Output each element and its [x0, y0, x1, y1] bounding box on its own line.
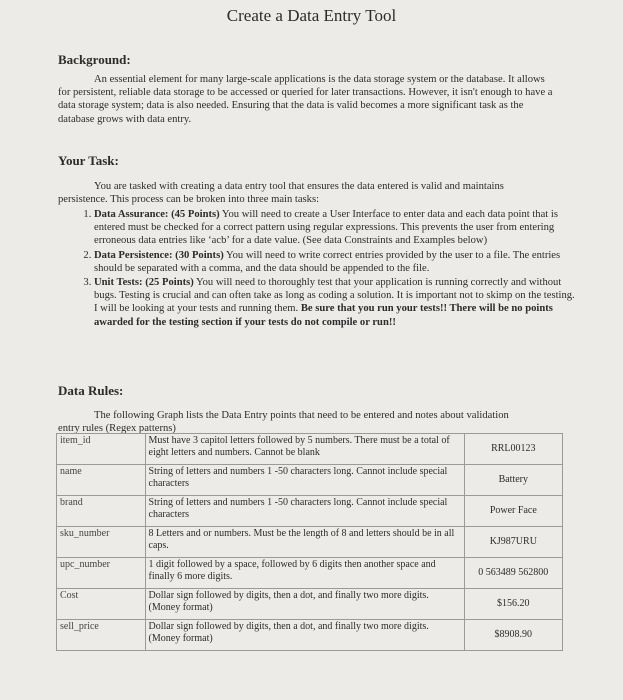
- field-name-cell: sell_price: [57, 620, 146, 651]
- data-rules-table: [56, 433, 563, 651]
- table-row: [57, 465, 563, 496]
- field-name-cell: Cost: [57, 589, 146, 620]
- rule-cell: Dollar sign followed by digits, then a dot, and finally two more digits. (Money format): [145, 620, 464, 651]
- task-item-text: You will need to create a User Interface to enter data and each data point that is entered must be checked for a correct pattern using regular expressions. This prevents the user from entering erroneous data entries like ‘acb’ for a date value. (See data Constraints and Examples below): [94, 209, 558, 247]
- background-paragraph: An essential element for many large-scale applications is the data storage system or the database. It allows for persistent, reliable data storage to be accessed or queried for later transactions. However, it isn't enough to have a data storage system; data is also needed. Ensuring that the data is valid becomes a more significant task as the database grows with data entry.: [58, 74, 553, 125]
- table-row: [57, 589, 563, 620]
- rule-cell: 8 Letters and or numbers. Must be the length of 8 and letters should be in all caps.: [145, 527, 464, 558]
- task-intro: You are tasked with creating a data entry tool that ensures the data entered is valid and maintains persistence. This process can be broken into three main tasks:: [58, 181, 504, 206]
- rule-cell: Dollar sign followed by digits, then a dot, and finally two more digits. (Money format): [145, 589, 464, 620]
- task-item-emphasis: Be sure that you run your tests!! There will be no points awarded for the testing section if your tests do not compile or run!!: [94, 303, 553, 328]
- task-item-text: You will need to thoroughly test that your application is running correctly and without bugs. Testing is crucial and can often take as long as coding a solution. It is important not to skimp on the testing. I will be looking at your tests and running them.: [94, 277, 575, 315]
- example-cell: Battery: [464, 465, 562, 496]
- field-name-cell: item_id: [57, 434, 146, 465]
- rules-heading: Data Rules:: [58, 383, 124, 398]
- rule-cell: String of letters and numbers 1 -50 characters long. Cannot include special characters: [145, 465, 464, 496]
- example-cell: KJ987URU: [464, 527, 562, 558]
- task-item-data-persistence: [94, 249, 579, 275]
- rule-cell: 1 digit followed by a space, followed by 6 digits then another space and finally 6 more digits.: [145, 558, 464, 589]
- table-row: [57, 527, 563, 558]
- example-cell: $8908.90: [464, 620, 562, 651]
- example-cell: $156.20: [464, 589, 562, 620]
- task-item-label: Unit Tests: (25 Points): [94, 277, 194, 289]
- task-item-text: You will need to write correct entries provided by the user to a file. The entries should be separated with a comma, and the data should be appended to the file.: [94, 249, 561, 274]
- rule-cell: String of letters and numbers 1 -50 characters long. Cannot include special characters: [145, 496, 464, 527]
- example-cell: RRL00123: [464, 434, 562, 465]
- task-item-label: Data Persistence: (30 Points): [94, 249, 224, 261]
- example-cell: Power Face: [464, 496, 562, 527]
- task-list: [76, 208, 579, 330]
- table-row: [57, 496, 563, 527]
- task-item-data-assurance: [94, 208, 579, 248]
- field-name-cell: brand: [57, 496, 146, 527]
- field-name-cell: upc_number: [57, 558, 146, 589]
- field-name-cell: sku_number: [57, 527, 146, 558]
- table-row: [57, 434, 563, 465]
- background-heading: Background:: [58, 52, 131, 67]
- task-item-unit-tests: [94, 276, 579, 329]
- task-heading: Your Task:: [58, 153, 119, 168]
- example-cell: 0 563489 562800: [464, 558, 562, 589]
- table-row: [57, 558, 563, 589]
- page-title: Create a Data Entry Tool: [226, 6, 397, 25]
- task-item-label: Data Assurance: (45 Points): [94, 209, 220, 220]
- table-row: [57, 620, 563, 651]
- rules-intro: The following Graph lists the Data Entry points that need to be entered and notes about validation entry rules (Regex patterns): [58, 410, 509, 435]
- rule-cell: Must have 3 capitol letters followed by 5 numbers. There must be a total of eight letters and numbers. Cannot be blank: [145, 434, 464, 465]
- field-name-cell: name: [57, 465, 146, 496]
